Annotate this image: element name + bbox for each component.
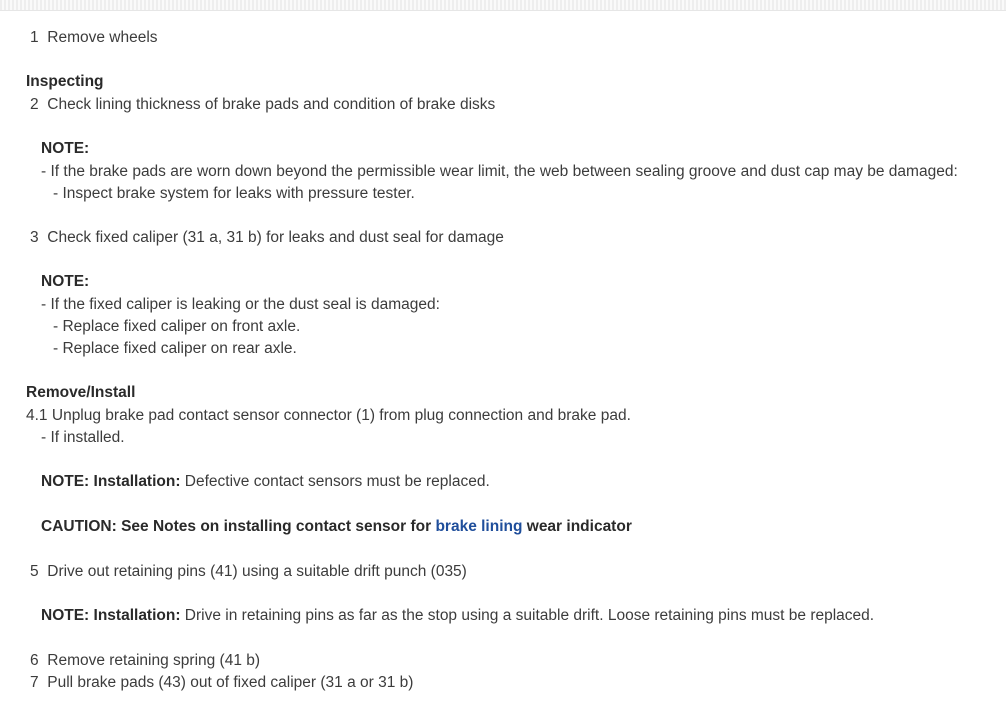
caution-prefix: CAUTION: See Notes on installing contact sensor for [41, 518, 436, 535]
step-subitem [41, 428, 125, 448]
step-text: Pull brake pads (43) out of fixed caliper (31 a or 31 b) [47, 674, 414, 691]
step-2 [30, 95, 495, 115]
section-heading-inspecting: Inspecting [26, 73, 104, 90]
step-5 [30, 562, 467, 582]
step-text: Remove wheels [47, 29, 158, 46]
step-text: Check fixed caliper (31 a, 31 b) for leaks and dust seal for damage [47, 229, 504, 246]
step-text: Check lining thickness of brake pads and condition of brake disks [47, 96, 496, 113]
step-number: 5 [30, 563, 39, 580]
installation-note [41, 472, 490, 492]
note-label: NOTE: [41, 273, 90, 290]
bullet-dash: - [53, 318, 63, 335]
step-text: Unplug brake pad contact sensor connector (1) from plug connection and brake pad. [51, 407, 631, 424]
step-number: 1 [30, 29, 39, 46]
note-label: NOTE: Installation: [41, 607, 181, 624]
note-subitem-text: Inspect brake system for leaks with pressure tester. [62, 185, 415, 202]
note-label: NOTE: Installation: [41, 473, 181, 490]
note-item [41, 162, 958, 182]
bullet-dash: - [53, 340, 63, 357]
note-text: Drive in retaining pins as far as the stop using a suitable drift. Loose retaining pins must be replaced. [180, 607, 875, 624]
note-text: Defective contact sensors must be replaced. [180, 473, 490, 490]
note-subitem [53, 184, 415, 204]
note-subitem-text: Replace fixed caliper on front axle. [62, 318, 301, 335]
step-1 [30, 28, 158, 48]
installation-note [41, 606, 874, 626]
caution-note [41, 517, 632, 537]
bullet-dash: - [41, 163, 51, 180]
note-item [41, 295, 440, 315]
caution-suffix: wear indicator [522, 518, 632, 535]
step-4-1 [26, 406, 631, 426]
step-text: Remove retaining spring (41 b) [47, 652, 261, 669]
step-number: 2 [30, 96, 39, 113]
note-item-text: If the brake pads are worn down beyond the permissible wear limit, the web between sealing groove and dust cap may be damaged: [50, 163, 958, 180]
note-item-text: If the fixed caliper is leaking or the dust seal is damaged: [50, 296, 440, 313]
top-edge-strip [0, 0, 1006, 11]
step-3 [30, 228, 504, 248]
step-number: 4.1 [26, 407, 48, 424]
step-number: 7 [30, 674, 39, 691]
step-7 [30, 673, 413, 693]
step-6 [30, 651, 260, 671]
note-subitem [53, 339, 297, 359]
step-number: 6 [30, 652, 39, 669]
bullet-dash: - [53, 185, 63, 202]
bullet-dash: - [41, 429, 51, 446]
step-number: 3 [30, 229, 39, 246]
brake-lining-link[interactable]: brake lining [435, 518, 523, 535]
note-subitem-text: Replace fixed caliper on rear axle. [62, 340, 297, 357]
step-subitem-text: If installed. [50, 429, 125, 446]
bullet-dash: - [41, 296, 51, 313]
note-subitem [53, 317, 300, 337]
section-heading-remove-install: Remove/Install [26, 384, 136, 401]
note-label: NOTE: [41, 140, 90, 157]
step-text: Drive out retaining pins (41) using a suitable drift punch (035) [47, 563, 467, 580]
